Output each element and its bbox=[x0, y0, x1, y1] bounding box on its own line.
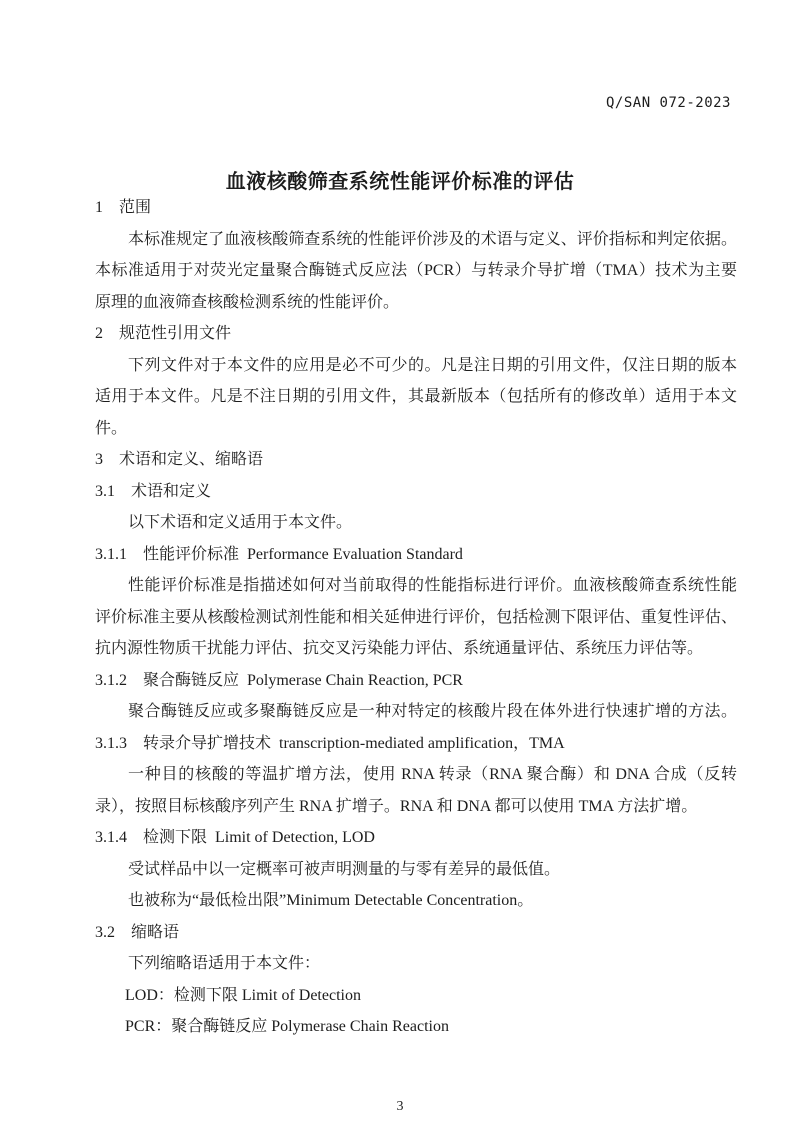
paragraph-line: 抗内源性物质干扰能力评估、抗交叉污染能力评估、系统通量评估、系统压力评估等。 bbox=[95, 640, 704, 657]
term-heading: 3.1.3 转录介导扩增技术 transcription-mediated amplification，TMA bbox=[95, 734, 565, 752]
paragraph-line: 原理的血液筛查核酸检测系统的性能评价。 bbox=[95, 293, 400, 311]
paragraph-line: 以下术语和定义适用于本文件。 bbox=[128, 514, 353, 531]
paragraph-line: 也被称为“最低检出限”Minimum Detectable Concentration。 bbox=[128, 892, 534, 909]
section-heading: 3.1 术语和定义 bbox=[95, 482, 212, 500]
abbreviation-line: PCR：聚合酶链反应 Polymerase Chain Reaction bbox=[125, 1018, 449, 1035]
section-heading: 1 范围 bbox=[95, 199, 152, 216]
paragraph-line: 录），按照目标核酸序列产生 RNA 扩增子。RNA 和 DNA 都可以使用 TMA 方法扩增。 bbox=[95, 797, 698, 815]
document-reference-number: Q/SAN 072-2023 bbox=[605, 95, 731, 111]
abbreviation-line: LOD：检测下限 Limit of Detection bbox=[125, 986, 361, 1004]
paragraph-line: 下列缩略语适用于本文件： bbox=[128, 955, 321, 972]
paragraph-line: 件。 bbox=[95, 419, 128, 437]
page-number: 3 bbox=[396, 1099, 404, 1114]
term-heading: 3.1.1 性能评价标准 Performance Evaluation Standard bbox=[95, 545, 463, 563]
paragraph-line: 本标准规定了血液核酸筛查系统的性能评价涉及的术语与定义、评价指标和判定依据。 bbox=[128, 230, 737, 248]
paragraph-line: 下列文件对于本文件的应用是必不可少的。凡是注日期的引用文件，仅注日期的版本 bbox=[128, 356, 737, 374]
document-body bbox=[95, 192, 737, 1043]
section-heading: 2 规范性引用文件 bbox=[95, 325, 232, 342]
paragraph-line: 适用于本文件。凡是不注日期的引用文件，其最新版本（包括所有的修改单）适用于本文 bbox=[95, 388, 737, 405]
section-heading: 3 术语和定义、缩略语 bbox=[95, 451, 264, 468]
section-heading: 3.2 缩略语 bbox=[95, 923, 180, 941]
paragraph-line: 评价标准主要从核酸检测试剂性能和相关延伸进行评价，包括检测下限评估、重复性评估、 bbox=[95, 608, 737, 626]
paragraph-line: 性能评价标准是指描述如何对当前取得的性能指标进行评价。血液核酸筛查系统性能 bbox=[128, 577, 737, 594]
paragraph-line: 受试样品中以一定概率可被声明测量的与零有差异的最低值。 bbox=[128, 860, 561, 878]
document-title: 血液核酸筛查系统性能评价标准的评估 bbox=[225, 171, 575, 193]
paragraph-line: 本标准适用于对荧光定量聚合酶链式反应法（PCR）与转录介导扩增（TMA）技术为主要 bbox=[95, 262, 737, 279]
term-heading: 3.1.2 聚合酶链反应 Polymerase Chain Reaction, PCR bbox=[95, 671, 463, 689]
paragraph-line: 一种目的核酸的等温扩增方法，使用 RNA 转录（RNA 聚合酶）和 DNA 合成（反转 bbox=[128, 766, 737, 783]
term-heading: 3.1.4 检测下限 Limit of Detection, LOD bbox=[95, 829, 375, 846]
paragraph-line: 聚合酶链反应或多聚酶链反应是一种对特定的核酸片段在体外进行快速扩增的方法。 bbox=[128, 703, 737, 720]
